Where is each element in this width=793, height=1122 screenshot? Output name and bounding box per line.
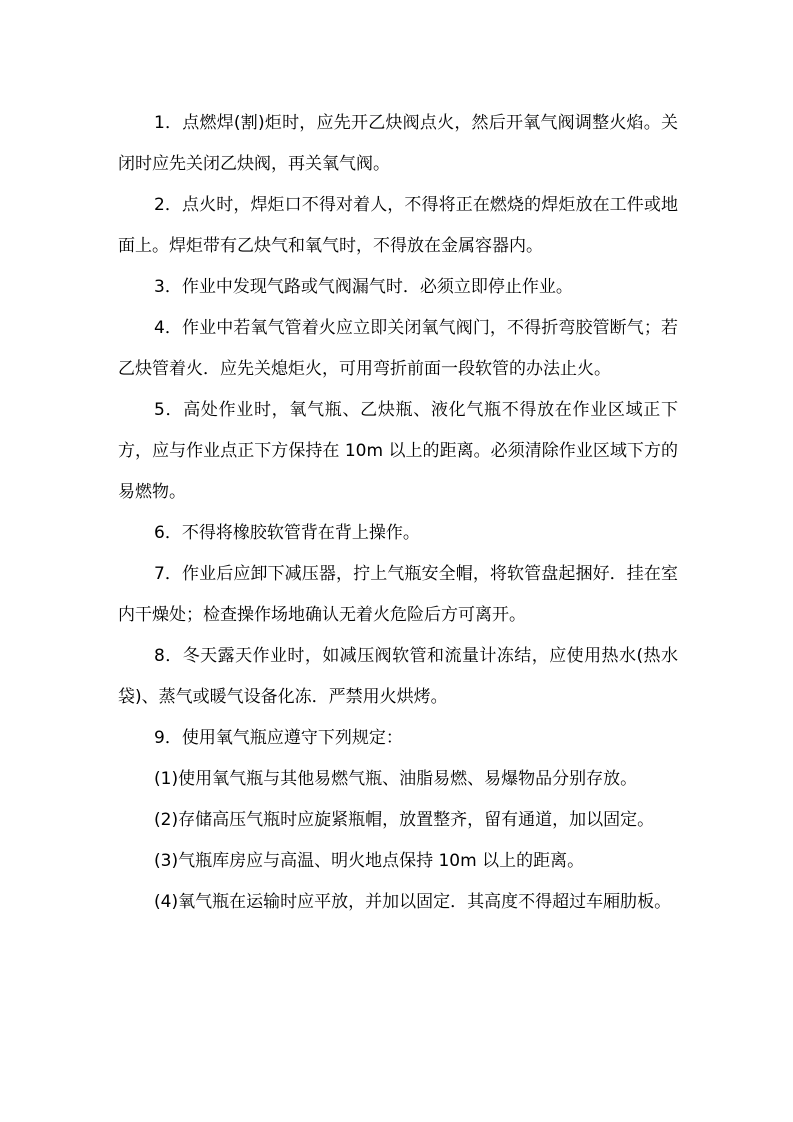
paragraph-3: 3．作业中发现气路或气阀漏气时．必须立即停止作业。 (154, 277, 573, 297)
paragraph-2: 2．点火时，焊炬口不得对着人，不得将正在燃烧的焊炬放在工件或地面上。焊炬带有乙炔气和氧气时，不得放在金属容器内。 (118, 195, 678, 256)
document-body (118, 103, 678, 923)
paragraph-8: 8．冬天露天作业时，如减压阀软管和流量计冻结，应使用热水(热水袋)、蒸气或暖气设备化冻．严禁用火烘烤。 (118, 646, 678, 707)
paragraph-6: 6．不得将橡胶软管背在背上操作。 (154, 523, 420, 543)
paragraph-9-4: (4)氧气瓶在运输时应平放，并加以固定．其高度不得超过车厢肋板。 (154, 892, 672, 912)
paragraph-9-3: (3)气瓶库房应与高温、明火地点保持 10m 以上的距离。 (154, 851, 585, 871)
paragraph-5: 5．高处作业时，氧气瓶、乙炔瓶、液化气瓶不得放在作业区域正下方，应与作业点正下方保持在 10m 以上的距离。必须清除作业区域下方的易燃物。 (118, 400, 678, 502)
paragraph-9-1: (1)使用氧气瓶与其他易燃气瓶、油脂易燃、易爆物品分别存放。 (154, 769, 638, 789)
paragraph-9-2: (2)存储高压气瓶时应旋紧瓶帽，放置整齐，留有通道，加以固定。 (154, 810, 655, 830)
paragraph-4: 4．作业中若氧气管着火应立即关闭氧气阀门，不得折弯胶管断气；若乙炔管着火．应先关熄炬火，可用弯折前面一段软管的办法止火。 (118, 318, 678, 379)
paragraph-9: 9．使用氧气瓶应遵守下列规定： (154, 728, 403, 748)
paragraph-1: 1．点燃焊(割)炬时，应先开乙炔阀点火，然后开氧气阀调整火焰。关闭时应先关闭乙炔阀，再关氧气阀。 (118, 113, 678, 174)
paragraph-7: 7．作业后应卸下减压器，拧上气瓶安全帽，将软管盘起捆好．挂在室内干燥处；检查操作场地确认无着火危险后方可离开。 (118, 564, 678, 625)
